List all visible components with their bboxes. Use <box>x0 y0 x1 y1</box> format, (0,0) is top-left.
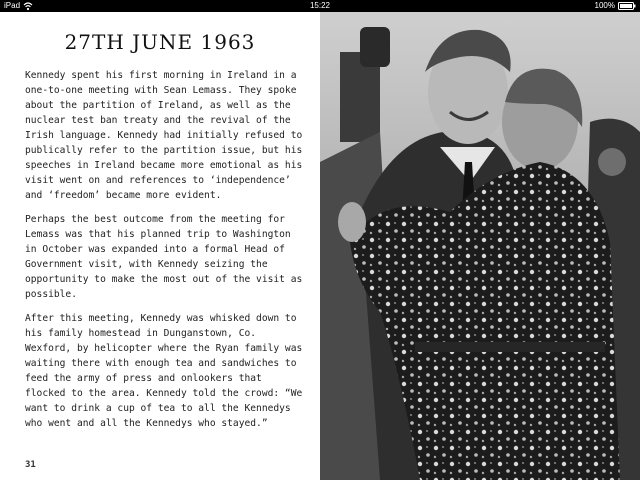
photo-kennedy-embrace[interactable] <box>320 12 640 480</box>
battery-icon <box>618 2 636 10</box>
paragraph: Kennedy spent his first morning in Ireland in a one-to-one meeting with Sean Lemass. They spoke about the partition of Ireland, as well as the nuclear test ban treaty and the revival of the Irish language. Kennedy had initially refused to publically refer to the partition issue, but his speeches in Ireland became more emotional as his visit went on and references to ‘independence’ and ‘freedom’ became more evident. <box>25 70 303 201</box>
text-page[interactable] <box>0 12 320 480</box>
photo-illustration <box>320 12 640 480</box>
article-body <box>25 68 307 440</box>
status-bar <box>0 0 640 12</box>
paragraph: After this meeting, Kennedy was whisked down to his family homestead in Dunganstown, Co. Wexford, by helicopter where the Ryan family was waiting there with enough tea and sandwiches to feed the army of press and onlookers that flocked to the area. Kennedy told the crowd: “We want to drink a cup of tea to all the Kennedys who went and all the Kennedys who stayed.” <box>25 313 303 429</box>
device-label: iPad <box>4 1 21 10</box>
page-title: 27TH JUNE 1963 <box>64 30 256 54</box>
battery-percent: 100% <box>594 1 615 10</box>
status-time: 15:22 <box>309 1 331 10</box>
paragraph: Perhaps the best outcome from the meeting for Lemass was that his planned trip to Washington in October was expanded into a formal Head of Government visit, with Kennedy seizing the opportunity to make the most out of the visit as possible. <box>25 214 303 300</box>
page-number: 31 <box>25 460 36 470</box>
